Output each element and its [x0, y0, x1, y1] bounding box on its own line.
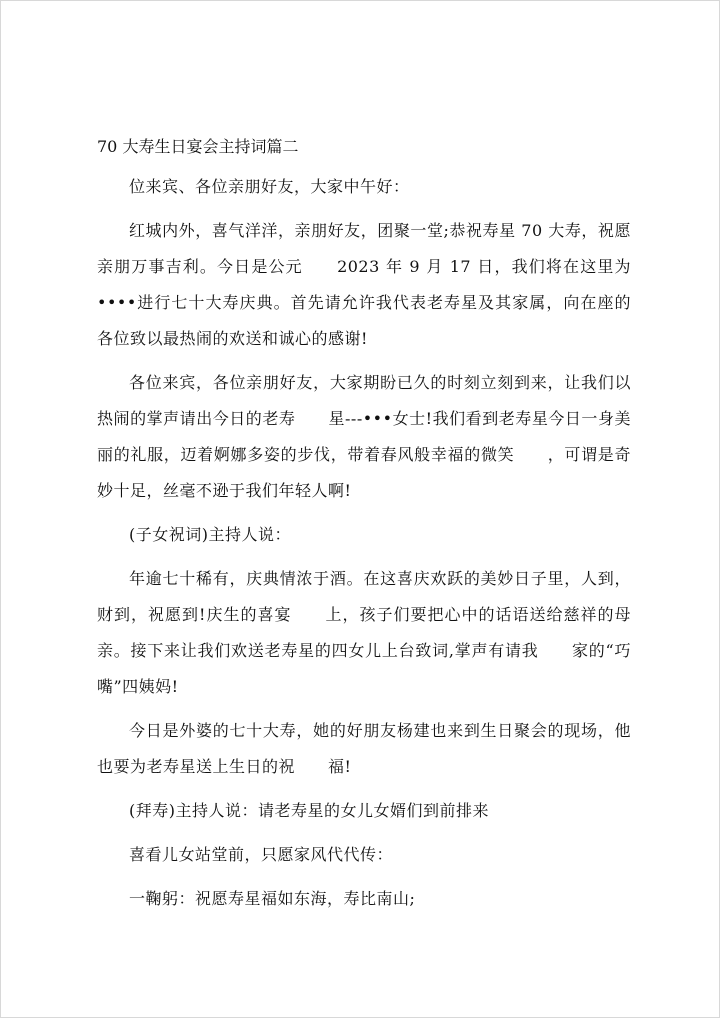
document-title: 70 大寿生日宴会主持词篇二	[97, 137, 299, 156]
paragraph-opening: 红城内外，喜气洋洋，亲朋好友，团聚一堂;恭祝寿星 70 大寿，祝愿亲朋万事吉利。今日是公元 2023 年 9 月 17 日，我们将在这里为••••进行七十大寿庆典。首先请允许我代表老寿星及其家属，向在座的各位致以最热闹的欢送和诚心的感谢!	[97, 221, 631, 348]
paragraph-friend-blessing: 今日是外婆的七十大寿，她的好朋友杨建也来到生日聚会的现场，他也要为老寿星送上生日的祝 福!	[97, 721, 631, 776]
paragraph-family-tradition: 喜看儿女站堂前，只愿家风代代传：	[129, 845, 394, 864]
document-body	[97, 129, 631, 917]
paragraph-children-blessing: 年逾七十稀有，庆典情浓于酒。在这喜庆欢跃的美妙日子里，人到，财到，祝愿到!庆生的喜宴 上，孩子们要把心中的话语送给慈祥的母亲。接下来让我们欢送老寿星的四女儿上台致词,掌声有请我 家的“巧嘴”四姨妈!	[97, 569, 631, 696]
paragraph-welcome-star: 各位来宾，各位亲朋好友，大家期盼已久的时刻立刻到来，让我们以热闹的掌声请出今日的老寿 星---•••女士!我们看到老寿星今日一身美丽的礼服，迈着婀娜多姿的步伐，带着春风般幸福的微笑 ，可谓是奇妙十足，丝毫不逊于我们年轻人啊!	[97, 373, 631, 500]
paragraph-children-blessing-heading: (子女祝词)主持人说：	[129, 525, 291, 544]
paragraph-bow-heading: (拜寿)主持人说：请老寿星的女儿女婿们到前排来	[129, 801, 489, 820]
paragraph-greeting: 位来宾、各位亲朋好友，大家中午好：	[129, 177, 410, 196]
paragraph-first-bow: 一鞠躬：祝愿寿星福如东海，寿比南山;	[129, 889, 416, 908]
